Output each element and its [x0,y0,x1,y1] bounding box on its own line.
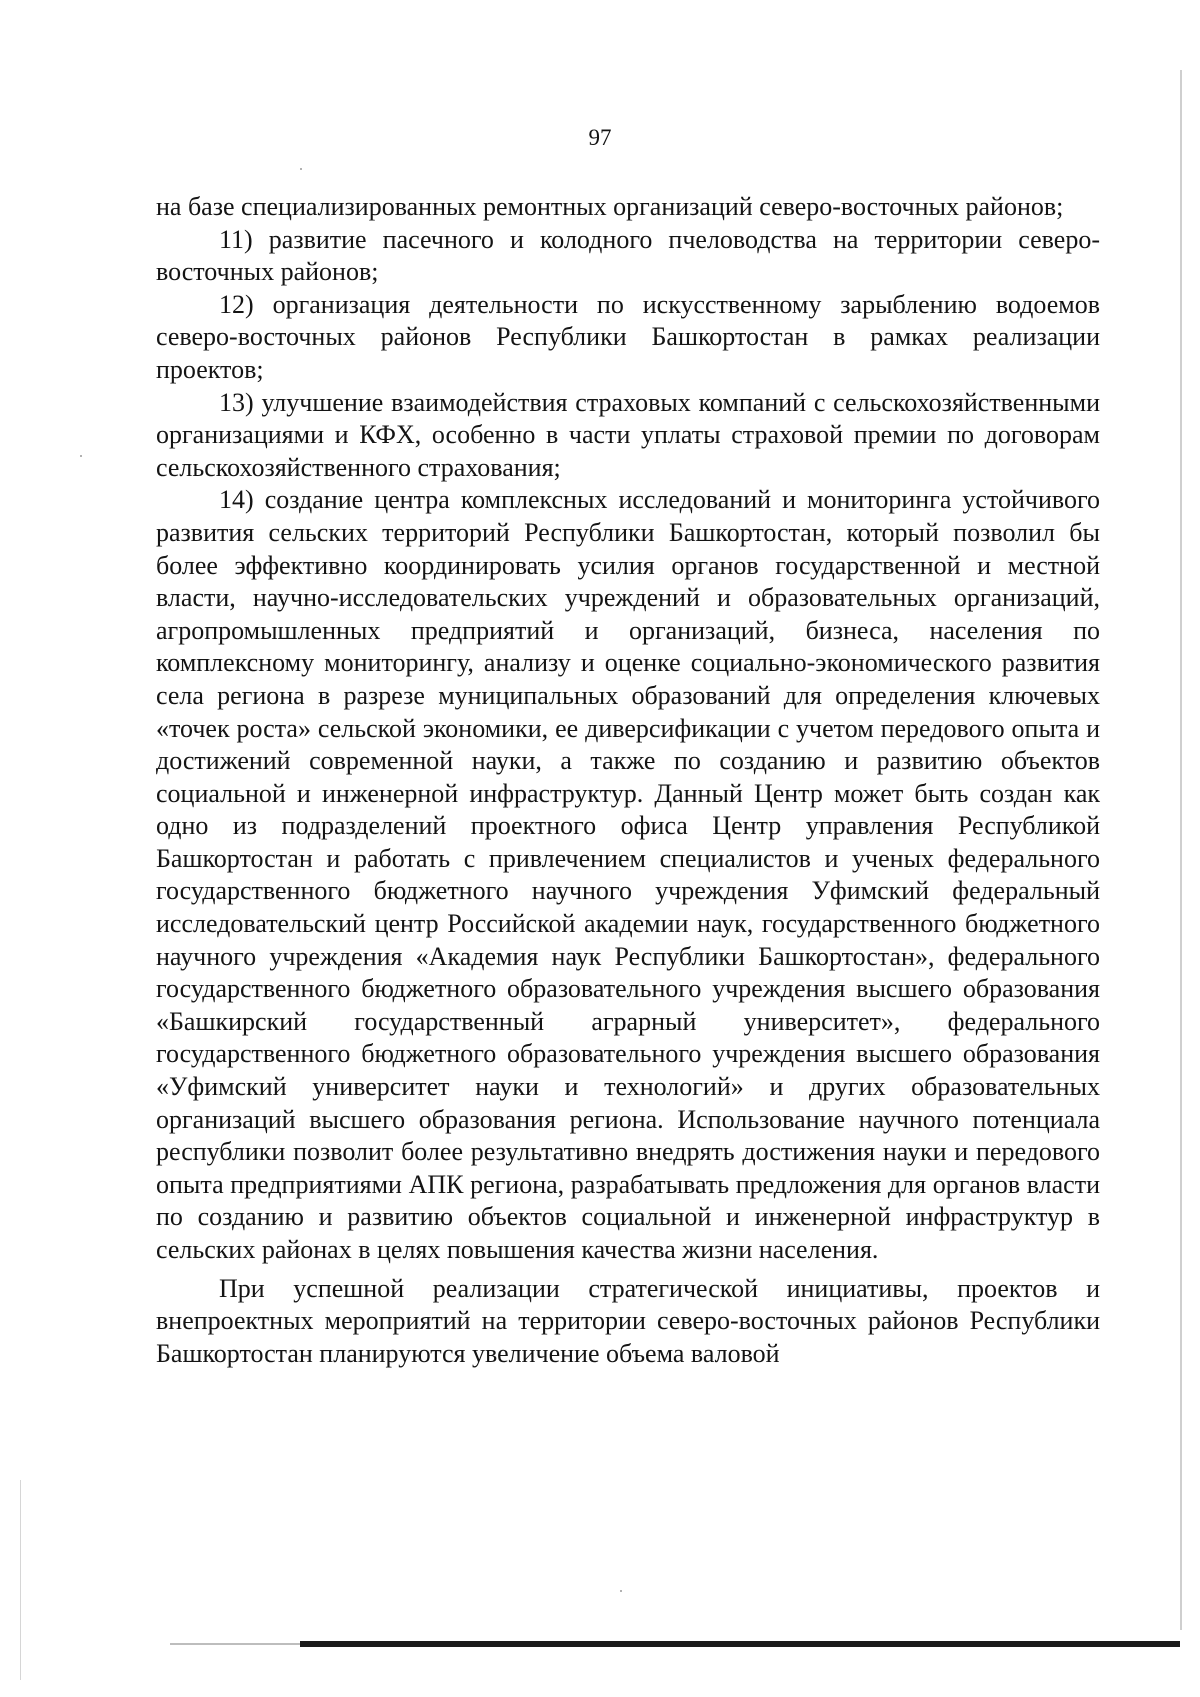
document-body [156,191,1100,1370]
paragraph-conclusion: При успешной реализации стратегической инициативы, проектов и внепроектных мероприятий на территории северо-восточных районов Республики Башкортостан планируются увеличение объема валовой [156,1273,1100,1368]
page-number: 97 [588,125,612,150]
list-item-12: 12) организация деятельности по искусственному зарыблению водоемов северо-восточных районов Республики Башкортостан в рамках реализации проектов; [156,289,1100,384]
scan-edge-line-right [1180,70,1182,1630]
scan-speck [620,1590,622,1592]
scan-speck [300,168,302,170]
paragraph-continuation: на базе специализированных ремонтных организаций северо-восточных районов; [156,192,1064,221]
list-item-14: 14) создание центра комплексных исследований и мониторинга устойчивого развития сельских территорий Республики Башкортостан, который позволил бы более эффективно координировать усилия органов государственной и местной власти, научно-исследовательских учреждений и образовательных организаций, агропромышленных предприятий и организаций, бизнеса, населения по комплексному мониторингу, анализу и оценке социально-экономического развития села региона в разрезе муниципальных образований для определения ключевых «точек роста» сельской экономики, ее диверсификации с учетом передового опыта и достижений современной науки, а также по созданию и развитию объектов социальной и инженерной инфраструктур. Данный Центр может быть создан как одно из подразделений проектного офиса Центр управления Республикой Башкортостан и работать с привлечением специалистов и ученых федерального государственного бюджетного научного учреждения Уфимский федеральный исследовательский центр Российской академии наук, государственного бюджетного научного учреждения «Академия наук Республики Башкортостан», федерального государственного бюджетного образовательного учреждения высшего образования «Башкирский государственный аграрный университет», федерального государственного бюджетного образовательного учреждения высшего образования «Уфимский университет науки и технологий» и других образовательных организаций высшего образования региона. Использование научного потенциала республики позволит более результативно внедрять достижения науки и передового опыта предприятиями АПК региона, разрабатывать предложения для органов власти по созданию и развитию объектов социальной и инженерной инфраструктур в сельских районах в целях повышения качества жизни населения. [156,485,1100,1264]
scan-bottom-line-faint [170,1643,300,1645]
list-item-11: 11) развитие пасечного и колодного пчеловодства на территории северо-восточных районов; [156,224,1100,287]
scan-edge-line-left [20,1480,21,1680]
scan-speck [80,455,82,457]
list-item-13: 13) улучшение взаимодействия страховых компаний с сельскохозяйственными организациями и КФХ, особенно в части уплаты страховой премии по договорам сельскохозяйственного страхования; [156,387,1100,482]
scan-bottom-bar [300,1641,1180,1647]
